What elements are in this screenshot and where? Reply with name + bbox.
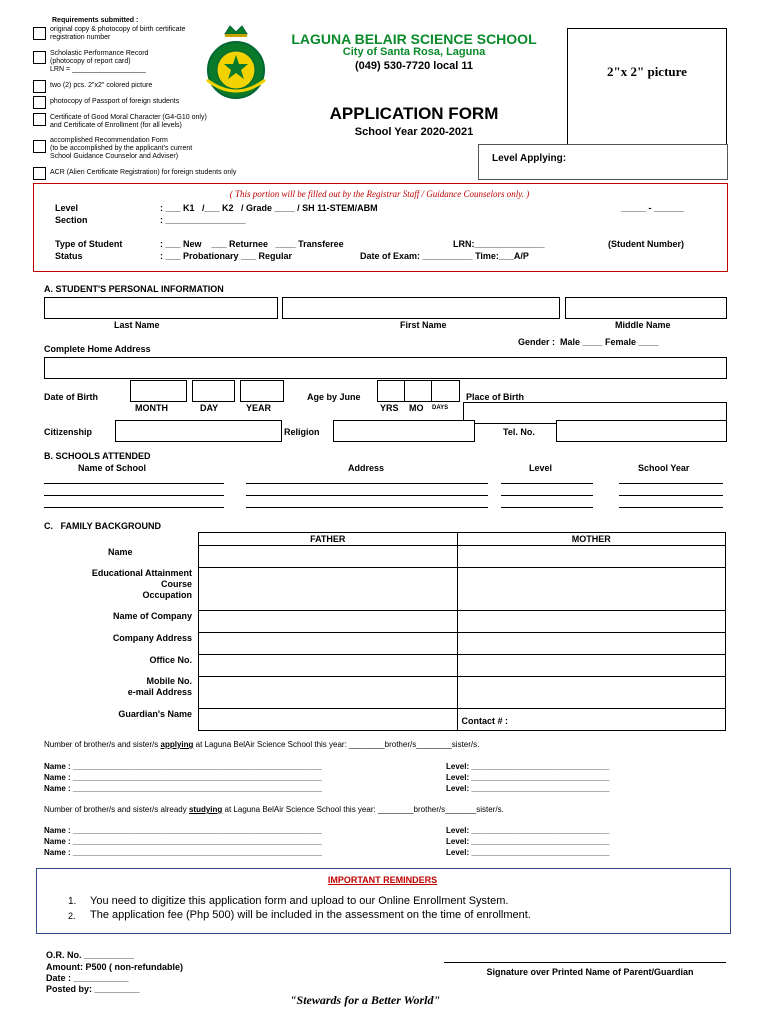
family-row-company-address: Company Address (112, 633, 192, 643)
applying-sibling-level-3[interactable]: Level: _______________________________ (446, 784, 610, 793)
place-of-birth-label: Place of Birth (466, 392, 525, 402)
reminder-2-num: 2. (68, 911, 76, 921)
last-name-label: Last Name (114, 320, 160, 330)
religion-field[interactable] (333, 420, 475, 442)
registrar-note: ( This portion will be filled out by the Registrar Staff / Guidance Counselors only. ) (229, 189, 530, 199)
guardian-name-cell[interactable] (199, 709, 458, 731)
tel-label: Tel. No. (503, 427, 535, 437)
last-name-field[interactable] (44, 297, 278, 319)
school-row-2-level[interactable] (501, 495, 593, 496)
req-checkbox-report-card[interactable] (33, 51, 46, 64)
family-row-education: Educational Attainment Course Occupation (91, 568, 192, 600)
citizenship-field[interactable] (115, 420, 282, 442)
or-number[interactable]: O.R. No. __________ (46, 950, 135, 960)
father-office-cell[interactable] (199, 655, 458, 677)
requirements-title: Requirements submitted : (52, 17, 139, 24)
form-title: APPLICATION FORM (329, 104, 499, 123)
father-name-cell[interactable] (199, 546, 458, 568)
father-company-cell[interactable] (199, 611, 458, 633)
req-recommendation: accomplished Recommendation Form (to be accomplished by the applicant's current School Guidance Counselor and Adviser) (50, 137, 193, 160)
req-checkbox-recommendation[interactable] (33, 140, 46, 153)
family-row-company: Name of Company (112, 611, 192, 621)
family-table (198, 532, 726, 731)
reminder-2: The application fee (Php 500) will be included in the assessment on the time of enrollment. (90, 909, 531, 921)
age-days-label: DAYS (432, 405, 449, 411)
req-picture: two (2) pcs. 2"x2" colored picture (50, 82, 153, 89)
school-row-3-name[interactable] (44, 507, 224, 508)
reminder-1-num: 1. (68, 896, 77, 907)
req-passport: photocopy of Passport of foreign students (50, 98, 180, 105)
photo-box-label: 2"x 2" picture (607, 64, 687, 79)
age-label: Age by June (307, 392, 361, 402)
studying-sibling-level-3[interactable]: Level: _______________________________ (446, 848, 610, 857)
studying-sibling-name-3[interactable]: Name : ________________________________________________________ (44, 848, 323, 857)
posted-by[interactable]: Posted by: _________ (46, 984, 140, 994)
req-checkbox-good-moral[interactable] (33, 113, 46, 126)
crown-icon (225, 26, 247, 37)
req-good-moral: Certificate of Good Moral Character (G4-G10 only) and Certificate of Enrollment (for all levels) (50, 114, 207, 129)
father-education-cell[interactable] (199, 568, 458, 611)
registrar-exam-value[interactable]: Date of Exam: __________ Time:___A/P (360, 251, 529, 261)
family-row-office: Office No. (149, 655, 192, 665)
col-address: Address (348, 463, 385, 473)
signature-line[interactable] (444, 962, 726, 963)
school-motto: "Stewards for a Better World" (289, 993, 441, 1007)
school-city: City of Santa Rosa, Laguna (342, 46, 486, 58)
registrar-lrn[interactable]: LRN:______________ (453, 239, 545, 249)
registrar-level-value: : ___ K1 /___ K2 / Grade ____ / SH 11-STEM/ABM (160, 203, 378, 213)
dob-day-field[interactable] (192, 380, 235, 402)
mother-education-cell[interactable] (457, 568, 726, 611)
col-name-of-school: Name of School (78, 463, 147, 473)
school-row-1-year[interactable] (619, 483, 723, 484)
req-checkbox-acr[interactable] (33, 167, 46, 180)
school-row-2-name[interactable] (44, 495, 224, 496)
school-row-2-address[interactable] (246, 495, 488, 496)
first-name-field[interactable] (282, 297, 560, 319)
applying-sibling-name-2[interactable]: Name : ________________________________________________________ (44, 773, 323, 782)
mother-header: MOTHER (457, 533, 726, 546)
registrar-type-value: : ___ New ___ Returnee ____ Transferee (160, 239, 344, 249)
applying-sibling-name-1[interactable]: Name : ________________________________________________________ (44, 762, 323, 771)
mother-name-cell[interactable] (457, 546, 726, 568)
school-row-3-level[interactable] (501, 507, 593, 508)
middle-name-label: Middle Name (615, 320, 671, 330)
registrar-type-label: Type of Student (55, 239, 123, 249)
mother-office-cell[interactable] (457, 655, 726, 677)
age-years-field[interactable] (377, 380, 405, 402)
school-row-2-year[interactable] (619, 495, 723, 496)
school-row-3-address[interactable] (246, 507, 488, 508)
mother-company-address-cell[interactable] (457, 633, 726, 655)
mother-company-cell[interactable] (457, 611, 726, 633)
contact-label: Contact # : (461, 715, 509, 726)
studying-sibling-name-1[interactable]: Name : ________________________________________________________ (44, 826, 323, 835)
religion-label: Religion (284, 427, 320, 437)
father-mobile-cell[interactable] (199, 677, 458, 709)
student-number-label: (Student Number) (608, 239, 684, 249)
dob-year-field[interactable] (240, 380, 284, 402)
siblings-studying-text: Number of brother/s and sister/s already studying at Laguna BelAir Science School this year: ________brother/s_______sister/s. (44, 805, 504, 814)
studying-sibling-level-1[interactable]: Level: _______________________________ (446, 826, 610, 835)
school-row-1-level[interactable] (501, 483, 593, 484)
req-checkbox-birth-cert[interactable] (33, 27, 46, 40)
gender-field[interactable]: Gender : Male ____ Female ____ (518, 337, 659, 347)
siblings-applying-text: Number of brother/s and sister/s applying at Laguna BelAir Science School this year: ________brother/s________sister/s. (44, 740, 480, 749)
address-label: Complete Home Address (44, 344, 151, 354)
level-applying-box[interactable] (478, 144, 728, 180)
reminders-title: IMPORTANT REMINDERS (327, 875, 438, 885)
col-school-year: School Year (638, 463, 690, 473)
registrar-level-label: Level (55, 203, 79, 213)
tel-field[interactable] (556, 420, 727, 442)
registrar-section-label: Section (55, 215, 88, 225)
school-row-3-year[interactable] (619, 507, 723, 508)
school-year: School Year 2020-2021 (354, 126, 474, 138)
citizenship-label: Citizenship (44, 427, 93, 437)
req-acr: ACR (Alien Certificate Registration) for foreign students only (50, 169, 237, 176)
signature-label: Signature over Printed Name of Parent/Guardian (486, 967, 694, 977)
studying-sibling-name-2[interactable]: Name : ________________________________________________________ (44, 837, 323, 846)
mother-mobile-cell[interactable] (457, 677, 726, 709)
section-b-title: B. SCHOOLS ATTENDED (44, 451, 151, 461)
col-level: Level (529, 463, 553, 473)
applying-sibling-name-3[interactable]: Name : ________________________________________________________ (44, 784, 323, 793)
req-birth-cert: original copy & photocopy of birth certificate registration number (50, 26, 186, 41)
section-c-title: C. FAMILY BACKGROUND (44, 521, 162, 531)
req-checkbox-picture[interactable] (33, 80, 46, 93)
school-row-1-address[interactable] (246, 483, 488, 484)
father-header: FATHER (199, 533, 458, 546)
amount: Amount: P500 ( non-refundable) (46, 962, 183, 972)
family-row-guardian: Guardian's Name (118, 709, 192, 719)
age-months-field[interactable] (404, 380, 432, 402)
guardian-contact-cell[interactable] (457, 709, 726, 731)
section-a-title: A. STUDENT'S PERSONAL INFORMATION (44, 284, 224, 294)
dob-year-label: YEAR (246, 403, 272, 413)
age-yrs-label: YRS (380, 403, 399, 413)
dob-month-label: MONTH (135, 403, 168, 413)
first-name-label: First Name (400, 320, 447, 330)
applying-sibling-level-1[interactable]: Level: _______________________________ (446, 762, 610, 771)
middle-name-field[interactable] (565, 297, 727, 319)
dob-label: Date of Birth (44, 392, 98, 402)
family-row-mobile: Mobile No. e-mail Address (127, 676, 192, 697)
req-report-card: Scholastic Performance Record (photocopy of report card) LRN = ___________________ (50, 50, 149, 73)
applying-sibling-level-2[interactable]: Level: _______________________________ (446, 773, 610, 782)
school-seal-logo (197, 22, 275, 102)
age-mo-label: MO (409, 403, 424, 413)
family-row-name: Name (108, 547, 133, 557)
studying-sibling-level-2[interactable]: Level: _______________________________ (446, 837, 610, 846)
dob-month-field[interactable] (130, 380, 187, 402)
student-number-line[interactable]: _____ - ______ (621, 203, 685, 213)
payment-date[interactable]: Date : ___________ (46, 973, 129, 983)
level-applying-label: Level Applying: (492, 153, 567, 164)
address-field[interactable] (44, 357, 727, 379)
req-checkbox-passport[interactable] (33, 96, 46, 109)
registrar-status-label: Status (55, 251, 83, 261)
age-days-field[interactable] (431, 380, 460, 402)
father-company-address-cell[interactable] (199, 633, 458, 655)
registrar-section-value: : ________________ (160, 215, 246, 225)
school-row-1-name[interactable] (44, 483, 224, 484)
dob-day-label: DAY (200, 403, 219, 413)
registrar-status-value: : ___ Probationary ___ Regular (160, 251, 293, 261)
reminder-1: You need to digitize this application form and upload to our Online Enrollment System. (90, 895, 509, 907)
school-name: LAGUNA BELAIR SCIENCE SCHOOL (291, 31, 537, 47)
school-phone: (049) 530-7720 local 11 (354, 60, 474, 72)
